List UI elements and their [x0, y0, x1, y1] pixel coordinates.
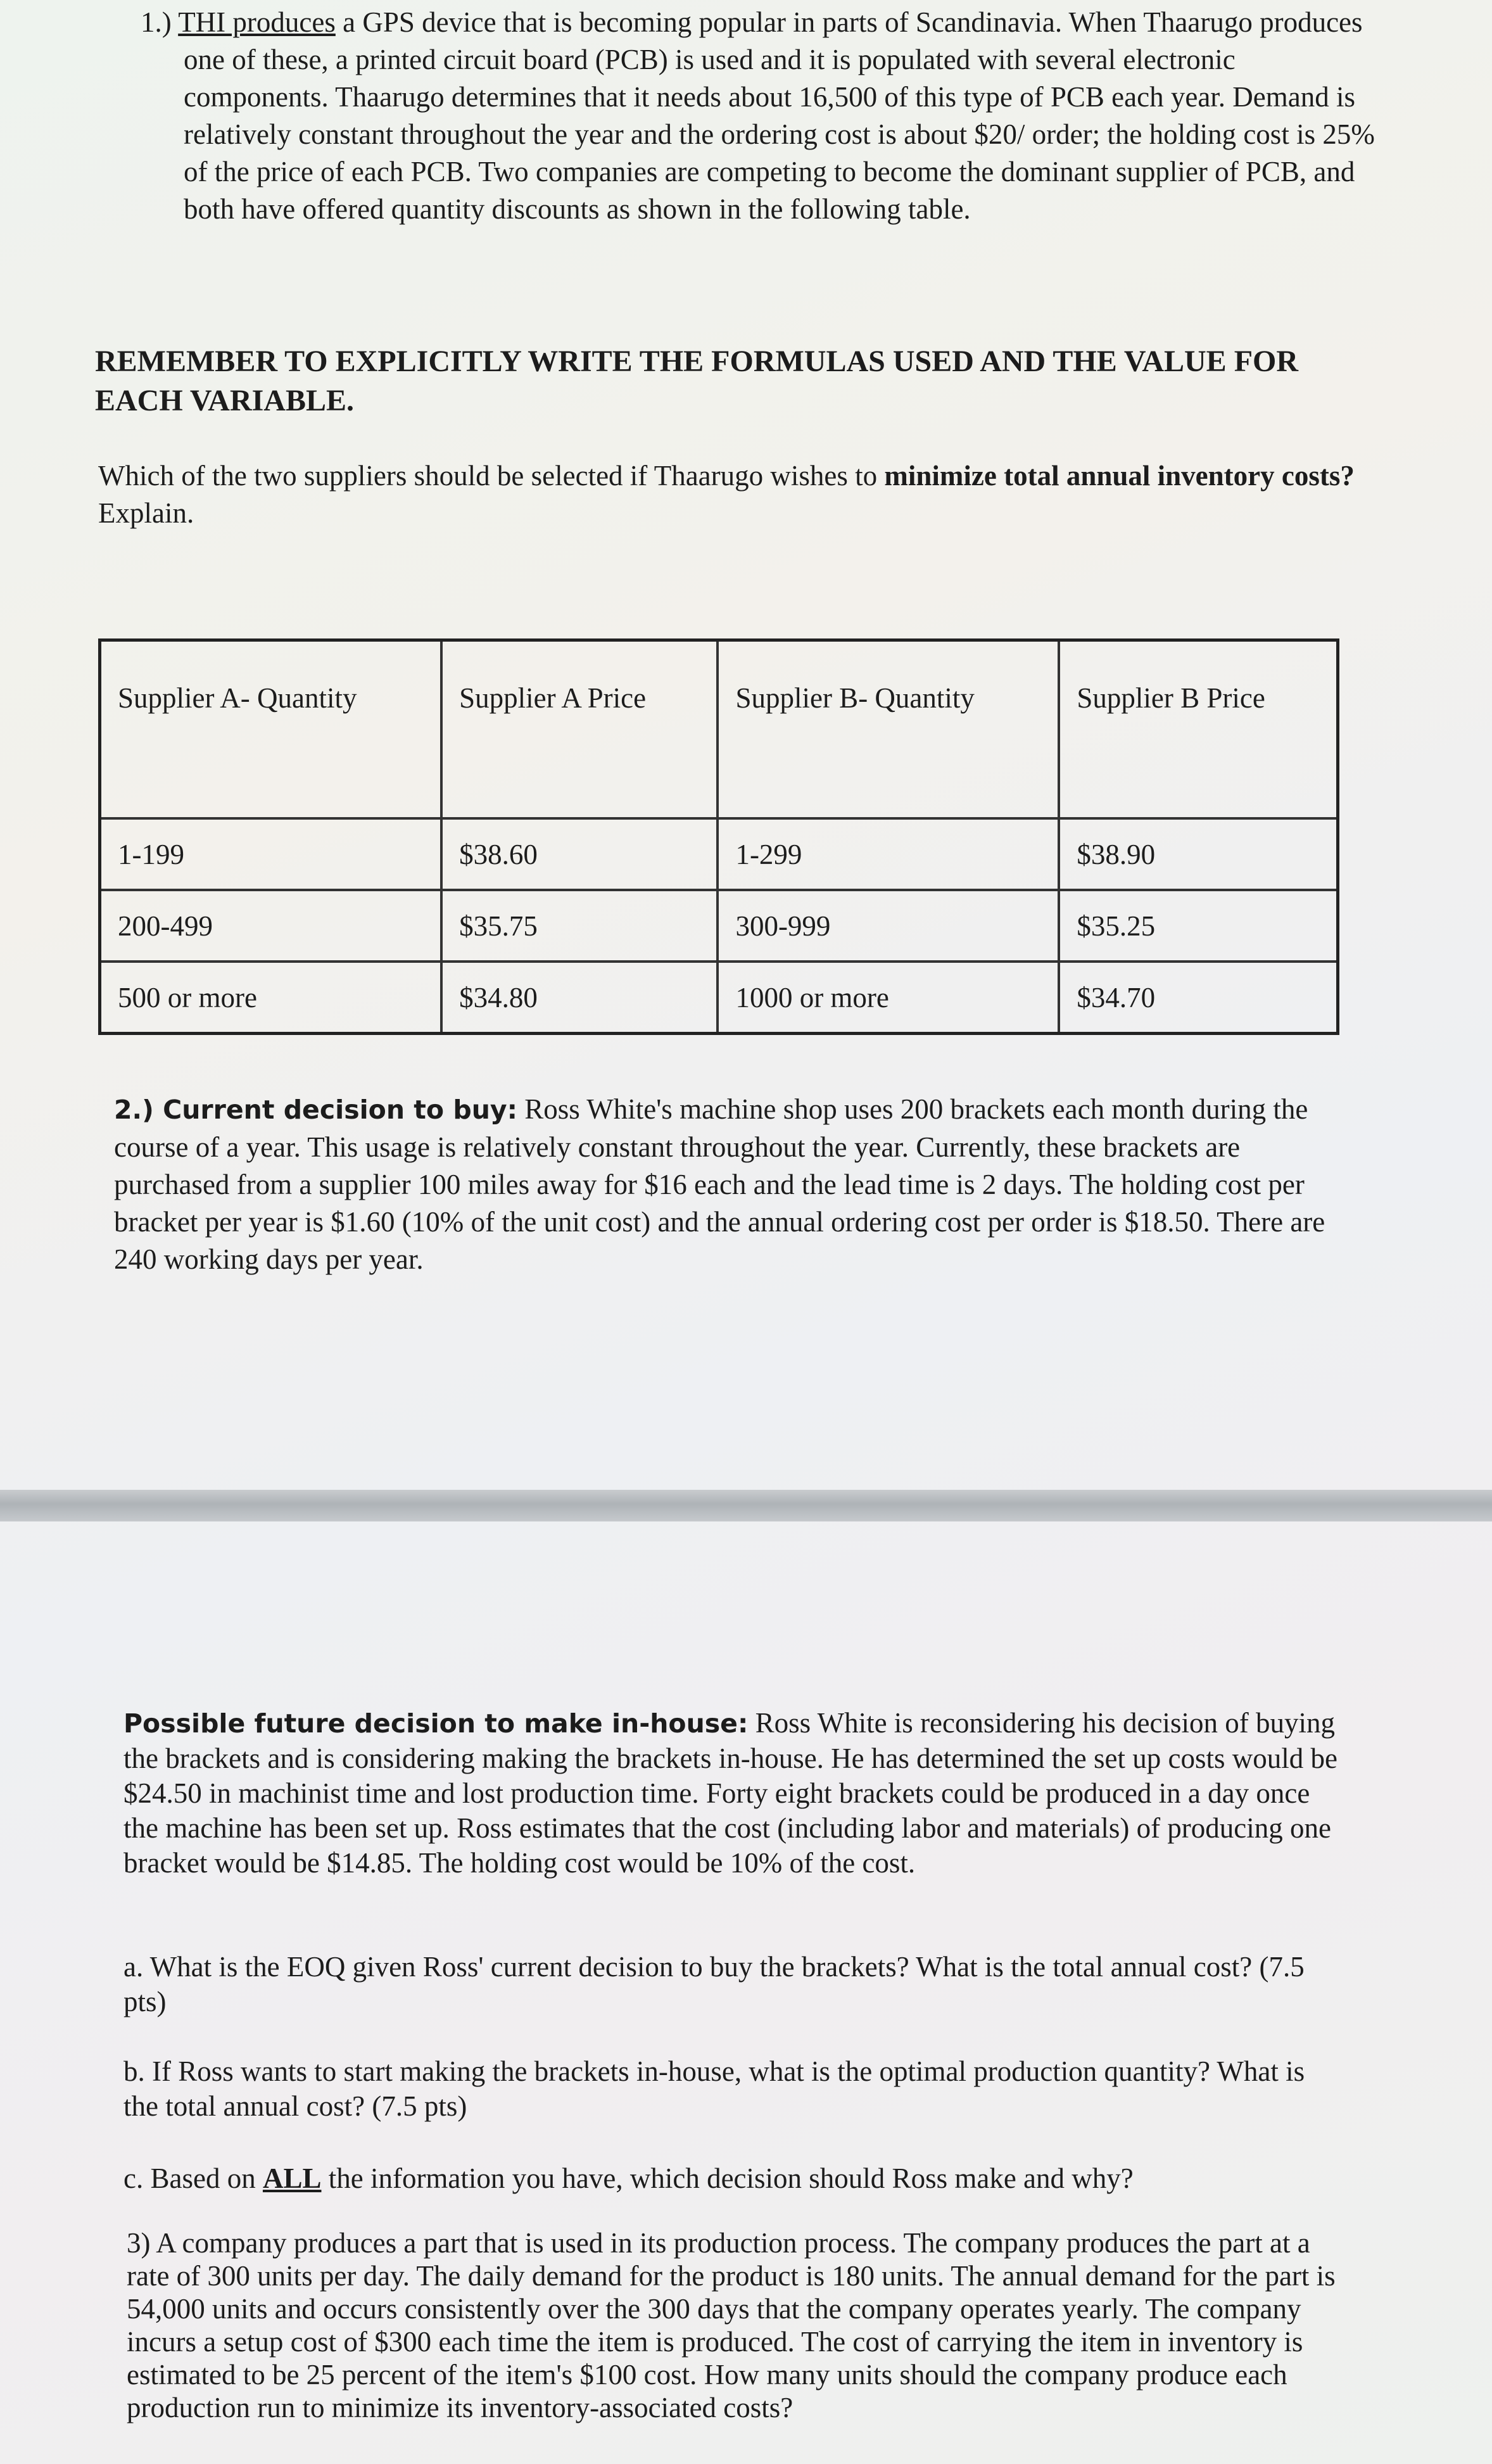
future-decision-text: Ross White is reconsidering his decision of buying the brackets and is considering making the brackets in-house. He has determined the set up costs would be $24.50 in machinist time and lost production time. Forty eight brackets could be produced in a day once the machine has been set up. Ross estimates that the cost (including labor and materials) of producing one bracket would be $14.85. The holding cost would be 10% of the cost. — [123, 1707, 1337, 1879]
question-2c-emphasis: ALL — [262, 2162, 322, 2194]
table-cell: 1-199 — [100, 818, 442, 890]
table-cell: 1-299 — [718, 818, 1059, 890]
question-2c-pre: c. Based on — [123, 2162, 263, 2194]
table-cell: $38.60 — [441, 818, 718, 890]
future-decision — [123, 1706, 1346, 1881]
table-cell: $34.80 — [441, 962, 718, 1034]
table-header-cell: Supplier A- Quantity — [100, 640, 442, 819]
question-1-text: a GPS device that is becoming popular in parts of Scandinavia. When Thaarugo produces one of these, a printed circuit board (PCB) is used and it is populated with several electronic components. Thaarugo determines that it needs about 16,500 of this type of PCB each year. Demand is relatively constant throughout the year and the ordering cost is about $20/ order; the holding cost is 25% of the price of each PCB. Two companies are competing to become the dominant supplier of PCB, and both have offered quantity discounts as shown in the following table. — [184, 6, 1375, 225]
question-1-prompt — [98, 457, 1365, 532]
future-decision-label: Possible future decision to make in-house: — [123, 1708, 749, 1739]
table-row — [100, 962, 1338, 1034]
page-divider — [0, 1490, 1492, 1521]
question-1-company: THI produces — [178, 6, 336, 38]
table-header-cell: Supplier A Price — [441, 640, 718, 819]
question-2 — [114, 1091, 1336, 1278]
table-cell: 300-999 — [718, 890, 1059, 962]
question-2a: a. What is the EOQ given Ross' current decision to buy the brackets? What is the total annual cost? (7.5 pts) — [123, 1951, 1305, 2017]
table-header-cell: Supplier B- Quantity — [718, 640, 1059, 819]
question-2c-post: the information you have, which decision should Ross make and why? — [321, 2162, 1134, 2194]
table-row — [100, 818, 1338, 890]
supplier-price-table — [98, 638, 1339, 1035]
table-header-row — [100, 640, 1338, 819]
question-3: 3) A company produces a part that is used in its production process. The company produces the part at a rate of 300 units per day. The daily demand for the product is 180 units. The annual demand for the part is 54,000 units and occurs consistently over the 300 days that the company operates yearly. The company incurs a setup cost of $300 each time the item is produced. The cost of carrying the item in inventory is estimated to be 25 percent of the item's $100 cost. How many units should the company produce each production run to minimize its inventory-associated costs? — [127, 2227, 1336, 2423]
question-1-prompt-post: Explain. — [98, 497, 194, 529]
table-cell: $38.90 — [1059, 818, 1337, 890]
table-cell: 500 or more — [100, 962, 442, 1034]
formula-reminder: REMEMBER TO EXPLICITLY WRITE THE FORMULAS USED AND THE VALUE FOR EACH VARIABLE. — [95, 345, 1299, 417]
question-2c — [123, 2161, 1346, 2196]
table-row — [100, 890, 1338, 962]
question-2b: b. If Ross wants to start making the brackets in-house, what is the optimal production quantity? What is the total annual cost? (7.5 pts) — [123, 2055, 1305, 2122]
table-cell: $35.75 — [441, 890, 718, 962]
question-2-text: Ross White's machine shop uses 200 brackets each month during the course of a year. This usage is relatively constant throughout the year. Currently, these brackets are purchased from a supplier 100 miles away for $16 each and the lead time is 2 days. The holding cost per bracket per year is $1.60 (10% of the unit cost) and the annual ordering cost per order is $18.50. There are 240 working days per year. — [114, 1093, 1325, 1275]
table-cell: $34.70 — [1059, 962, 1337, 1034]
table-header-cell: Supplier B Price — [1059, 640, 1337, 819]
question-1-prompt-bold: minimize total annual inventory costs? — [884, 460, 1355, 492]
table-cell: $35.25 — [1059, 890, 1337, 962]
table-cell: 1000 or more — [718, 962, 1059, 1034]
question-1-number: 1.) — [141, 6, 172, 38]
table-cell: 200-499 — [100, 890, 442, 962]
question-1 — [141, 4, 1387, 228]
question-2-label: 2.) Current decision to buy: — [114, 1095, 518, 1125]
question-1-prompt-pre: Which of the two suppliers should be selected if Thaarugo wishes to — [98, 460, 885, 492]
